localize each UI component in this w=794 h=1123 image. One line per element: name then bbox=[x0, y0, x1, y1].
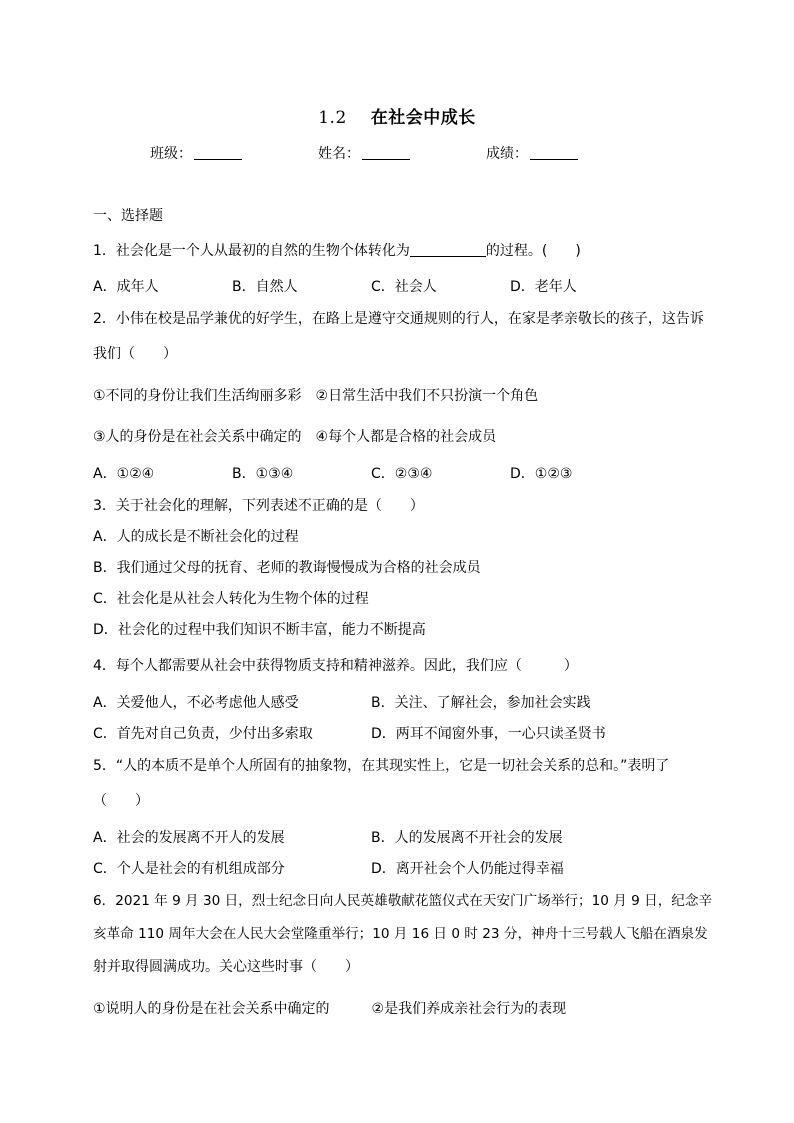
statement-line: ③人的身份是在社会关系中确定的 ④每个人都是合格的社会成员 bbox=[93, 429, 497, 445]
lesson-number: 1.2 bbox=[318, 108, 347, 128]
question-3-stem: 3．关于社会化的理解，下列表述不正确的是（ ） bbox=[93, 498, 424, 514]
option[interactable]: A．关爱他人，不必考虑他人感受 bbox=[93, 695, 299, 711]
question-5-stem: 5．“人的本质不是单个人所固有的抽象物，在其现实性上，它是一切社会关系的总和。”表明了 bbox=[93, 758, 670, 774]
option[interactable]: B．自然人 bbox=[232, 279, 298, 295]
question-1-stem: 1．社会化是一个人从最初的自然的生物个体转化为 的过程。( ) bbox=[93, 243, 581, 259]
option[interactable]: B．关注、了解社会，参加社会实践 bbox=[371, 695, 591, 711]
lesson-title: 在社会中成长 bbox=[370, 108, 476, 128]
score-label: 成绩： bbox=[486, 146, 528, 162]
question-2-stem-cont: 我们（ ） bbox=[93, 346, 177, 362]
option[interactable]: D．社会化的过程中我们知识不断丰富，能力不断提高 bbox=[93, 622, 426, 638]
option[interactable]: A．①②④ bbox=[93, 466, 155, 482]
section-heading: 一、选择题 bbox=[93, 208, 163, 224]
option[interactable]: A．社会的发展离不开人的发展 bbox=[93, 830, 285, 846]
option[interactable]: C．个人是社会的有机组成部分 bbox=[93, 861, 285, 877]
question-2-stem: 2．小伟在校是品学兼优的好学生，在路上是遵守交通规则的行人，在家是孝亲敬长的孩子，这告诉 bbox=[93, 311, 704, 327]
question-6-stem: 6．2021 年 9 月 30 日，烈士纪念日向人民英雄敬献花篮仪式在天安门广场举行；10 月 9 日，纪念辛 bbox=[93, 893, 713, 909]
score-blank[interactable] bbox=[530, 145, 578, 160]
option[interactable]: B．我们通过父母的抚育、老师的教诲慢慢成为合格的社会成员 bbox=[93, 560, 481, 576]
name-label: 姓名： bbox=[318, 146, 360, 162]
option[interactable]: A．成年人 bbox=[93, 279, 159, 295]
option[interactable]: D．①②③ bbox=[510, 466, 573, 482]
class-field bbox=[150, 143, 242, 163]
page-title bbox=[0, 103, 794, 128]
option[interactable]: D．两耳不闻窗外事，一心只读圣贤书 bbox=[371, 726, 606, 742]
statement-line: ①说明人的身份是在社会关系中确定的 ②是我们养成亲社会行为的表现 bbox=[93, 1001, 567, 1017]
option[interactable]: A．人的成长是不断社会化的过程 bbox=[93, 529, 299, 545]
option[interactable]: B．①③④ bbox=[232, 466, 294, 482]
statement-line: ①不同的身份让我们生活绚丽多彩 ②日常生活中我们不只扮演一个角色 bbox=[93, 388, 539, 404]
name-blank[interactable] bbox=[362, 145, 410, 160]
name-field bbox=[318, 143, 410, 163]
class-blank[interactable] bbox=[194, 145, 242, 160]
question-5-stem-cont: （ ） bbox=[93, 793, 149, 809]
option[interactable]: C．首先对自己负责，少付出多索取 bbox=[93, 726, 313, 742]
option[interactable]: C．②③④ bbox=[371, 466, 433, 482]
option[interactable]: D．离开社会个人仍能过得幸福 bbox=[371, 861, 564, 877]
answer-blank[interactable] bbox=[410, 242, 486, 257]
option[interactable]: D．老年人 bbox=[510, 279, 577, 295]
question-6-stem-cont: 亥革命 110 周年大会在人民大会堂隆重举行；10 月 16 日 0 时 23 分，神舟十三号载人飞船在酒泉发 bbox=[93, 926, 708, 942]
question-4-stem: 4．每个人都需要从社会中获得物质支持和精神滋养。因此，我们应（ ） bbox=[93, 658, 578, 674]
score-field bbox=[486, 143, 578, 163]
option[interactable]: C．社会人 bbox=[371, 279, 437, 295]
option[interactable]: C．社会化是从社会人转化为生物个体的过程 bbox=[93, 591, 369, 607]
option[interactable]: B．人的发展离不开社会的发展 bbox=[371, 830, 563, 846]
class-label: 班级： bbox=[150, 146, 192, 162]
question-6-stem-cont: 射并取得圆满成功。关心这些时事（ ） bbox=[93, 959, 359, 975]
